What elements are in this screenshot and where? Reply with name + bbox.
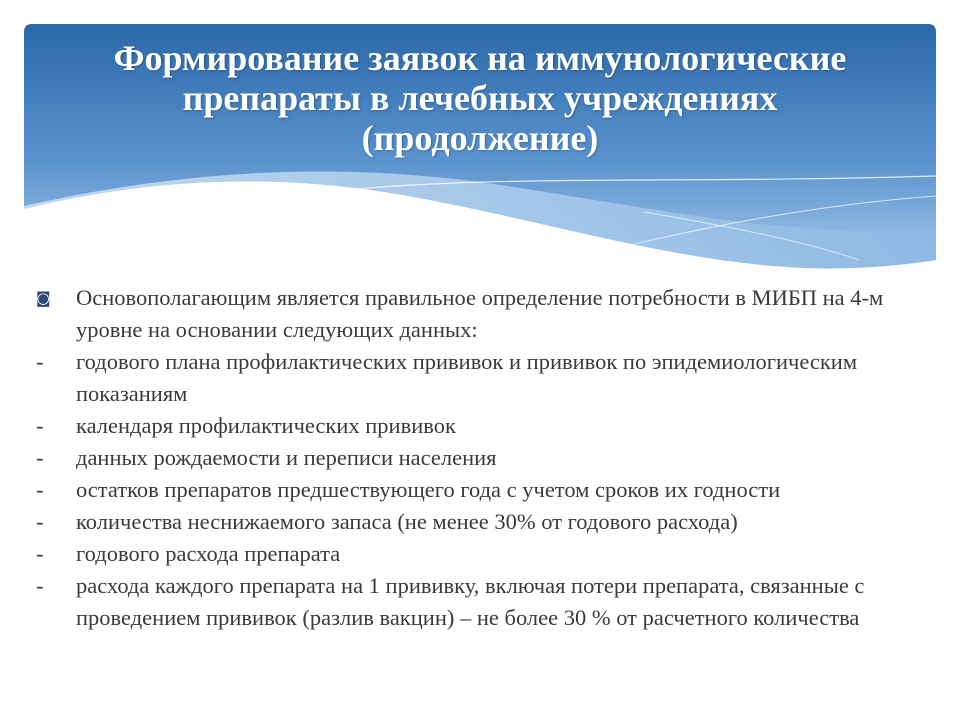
- list-item-text: годового расхода препарата: [76, 541, 341, 566]
- dash-marker: -: [36, 573, 44, 598]
- intro-item: [36, 282, 936, 346]
- list-item: [36, 506, 936, 538]
- list-item: [36, 538, 936, 570]
- list-item-text: данных рождаемости и переписи населения: [76, 445, 497, 470]
- list-item: [36, 346, 936, 410]
- list-item: [36, 442, 936, 474]
- slide-title: [24, 38, 936, 158]
- list-item-text: количества неснижаемого запаса (не менее 30% от годового расхода): [76, 509, 738, 534]
- list-item-text: расхода каждого препарата на 1 прививку, включая потери препарата, связанные с проведением прививок (разлив вакцин) – не более 30 % от расчетного количества: [76, 573, 865, 630]
- title-line-2: препараты в лечебных учреждениях: [182, 78, 778, 118]
- list-item: [36, 570, 936, 634]
- list-item-text: остатков препаратов предшествующего года с учетом сроков их годности: [76, 477, 781, 502]
- dash-marker: -: [36, 349, 44, 374]
- dash-marker: -: [36, 541, 44, 566]
- dash-marker: -: [36, 477, 44, 502]
- title-line-3: (продолжение): [361, 118, 599, 158]
- bullet-icon: ◙: [36, 289, 51, 307]
- list-item: [36, 474, 936, 506]
- list-item-text: годового плана профилактических прививок и прививок по эпидемиологическим показаниям: [76, 349, 858, 406]
- dash-marker: -: [36, 445, 44, 470]
- list-item: [36, 410, 936, 442]
- dash-marker: -: [36, 509, 44, 534]
- intro-text: Основополагающим является правильное определение потребности в МИБП на 4-м уровне на основании следующих данных:: [76, 285, 884, 342]
- dash-marker: -: [36, 413, 44, 438]
- list-item-text: календаря профилактических прививок: [76, 413, 456, 438]
- body-content: [36, 282, 936, 634]
- title-line-1: Формирование заявок на иммунологические: [113, 38, 847, 78]
